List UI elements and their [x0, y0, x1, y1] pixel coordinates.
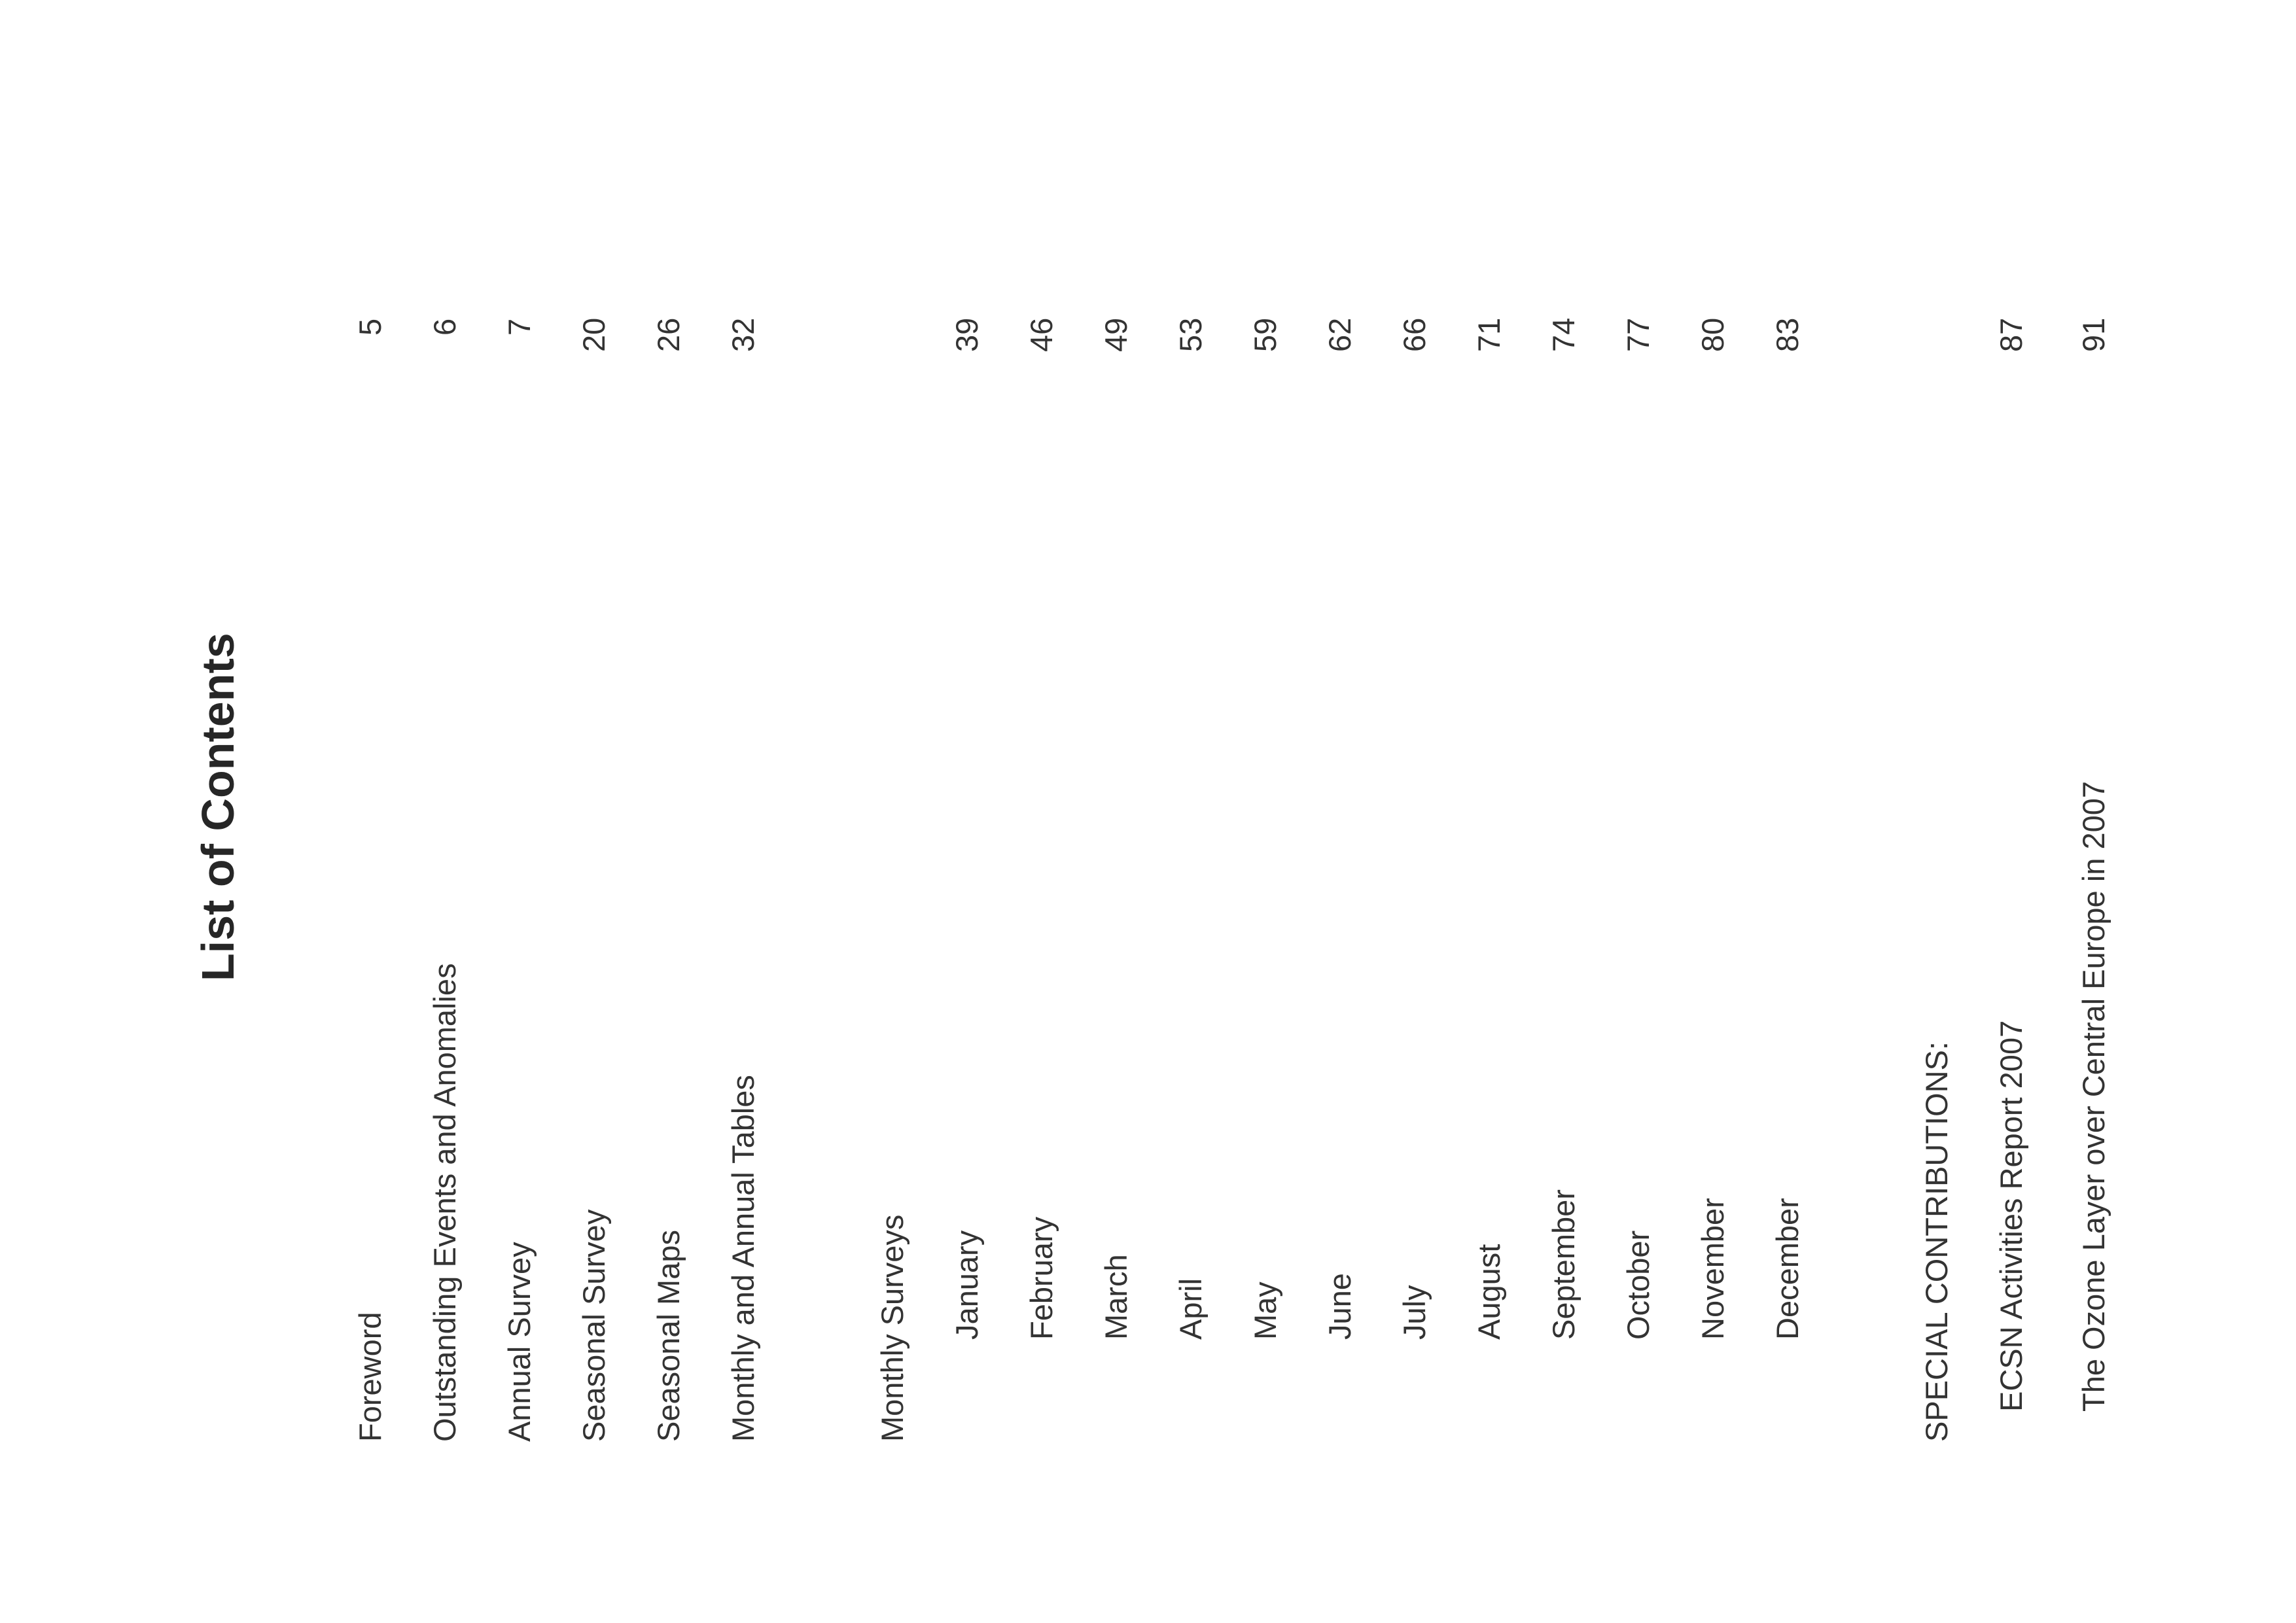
toc-page-number: 91	[2076, 317, 2111, 352]
toc-page-number: 26	[651, 317, 686, 352]
toc-page-number: 6	[427, 318, 462, 336]
toc-entry-annual-survey: Annual Survey	[502, 1242, 537, 1442]
toc-page-number: 59	[1248, 317, 1282, 352]
toc-page-number: 7	[502, 318, 537, 336]
toc-entry-ozone-layer: The Ozone Layer over Central Europe in 2007	[2076, 780, 2111, 1412]
toc-page-number: 20	[576, 317, 611, 352]
toc-entry-october: October	[1621, 1230, 1655, 1340]
toc-page-number: 53	[1173, 317, 1208, 352]
toc-entry-seasonal-maps: Seasonal Maps	[651, 1230, 686, 1442]
toc-page-number: 77	[1621, 317, 1655, 352]
toc-page-number: 87	[1994, 317, 2028, 352]
toc-entry-july: July	[1397, 1285, 1432, 1340]
toc-entry-ecsn-activities: ECSN Activities Report 2007	[1994, 1020, 2028, 1412]
toc-entry-may: May	[1248, 1282, 1282, 1340]
toc-entry-foreword: Foreword	[353, 1312, 387, 1442]
toc-entry-outstanding-events: Outstanding Events and Anomalies	[427, 963, 462, 1442]
toc-page-number: 49	[1099, 317, 1133, 352]
toc-entry-september: September	[1546, 1189, 1581, 1340]
toc-page-number: 5	[353, 318, 387, 336]
toc-entry-january: January	[949, 1230, 984, 1340]
toc-page-number: 32	[726, 317, 760, 352]
toc-page-number: 39	[949, 317, 984, 352]
toc-entry-august: August	[1472, 1244, 1506, 1340]
toc-page-number: 46	[1024, 317, 1059, 352]
toc-page-number: 74	[1546, 317, 1581, 352]
toc-page-number: 66	[1397, 317, 1432, 352]
toc-entry-june: June	[1322, 1273, 1357, 1340]
toc-entry-monthly-annual-tables: Monthly and Annual Tables	[726, 1075, 760, 1442]
toc-entry-november: November	[1695, 1198, 1730, 1340]
toc-page-number: 80	[1695, 317, 1730, 352]
toc-section-special-contributions: SPECIAL CONTRIBUTIONS:	[1919, 1041, 1954, 1442]
toc-entry-seasonal-survey: Seasonal Survey	[576, 1209, 611, 1442]
toc-page-number: 62	[1322, 317, 1357, 352]
toc-page-number: 83	[1770, 317, 1805, 352]
toc-entry-march: March	[1099, 1254, 1133, 1340]
toc-entry-april: April	[1173, 1278, 1208, 1340]
toc-entry-december: December	[1770, 1198, 1805, 1340]
toc-entry-february: February	[1024, 1216, 1059, 1340]
page-title: List of Contents	[192, 633, 243, 981]
toc-page-number: 71	[1472, 317, 1506, 352]
toc-section-monthly-surveys: Monthly Surveys	[875, 1214, 910, 1442]
